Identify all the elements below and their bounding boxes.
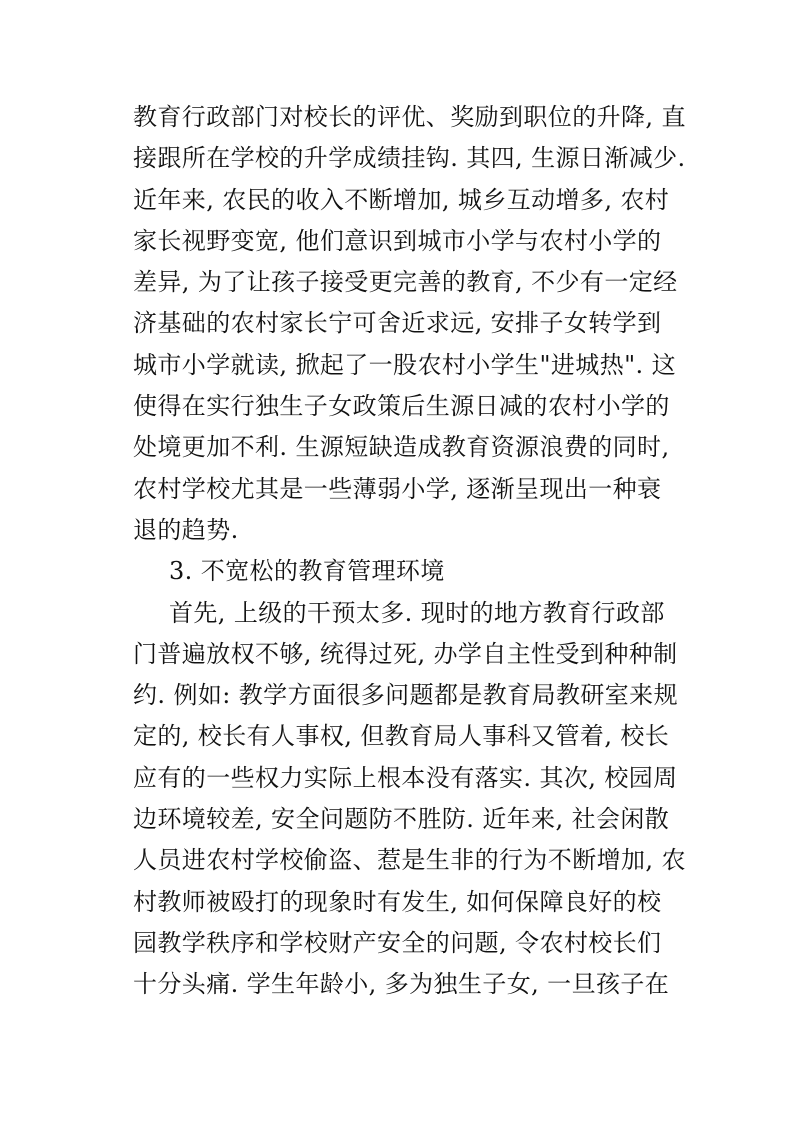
section-heading: 3. 不宽松的教育管理环境 — [169, 557, 445, 586]
text-line: 退的趋势. — [133, 515, 239, 544]
text-line: 门普遍放权不够, 统得过死, 办学自主性受到种种制 — [133, 639, 678, 668]
text-line: 边环境较差, 安全问题防不胜防. 近年来, 社会闲散 — [133, 805, 670, 834]
text-line: 定的, 校长有人事权, 但教育局人事科又管着, 校长 — [133, 722, 670, 751]
text-line: 园教学秩序和学校财产安全的问题, 令农村校长们 — [133, 928, 662, 957]
text-line: 教育行政部门对校长的评优、奖励到职位的升降, 直 — [133, 103, 686, 131]
text-line: 差异, 为了让孩子接受更完善的教育, 不少有一定经 — [133, 268, 678, 297]
text-line: 城市小学就读, 掀起了一股农村小学生"进城热". 这 — [133, 350, 676, 379]
text-line: 使得在实行独生子女政策后生源日减的农村小学的 — [133, 392, 670, 421]
text-line: 家长视野变宽, 他们意识到城市小学与农村小学的 — [133, 226, 662, 255]
text-line: 接跟所在学校的升学成绩挂钩. 其四, 生源日渐减少. — [133, 144, 686, 173]
text-line: 应有的一些权力实际上根本没有落实. 其次, 校园周 — [133, 763, 678, 792]
text-line: 济基础的农村家长宁可舍近求远, 安排子女转学到 — [133, 309, 662, 338]
text-line: 十分头痛. 学生年龄小, 多为独生子女, 一旦孩子在 — [133, 970, 670, 999]
text-line: 村教师被殴打的现象时有发生, 如何保障良好的校 — [133, 887, 662, 916]
text-line: 近年来, 农民的收入不断增加, 城乡互动增多, 农村 — [133, 185, 670, 214]
text-line: 处境更加不利. 生源短缺造成教育资源浪费的同时, — [133, 433, 670, 462]
text-line: 农村学校尤其是一些薄弱小学, 逐渐呈现出一种衰 — [133, 474, 662, 503]
text-line: 约. 例如: 教学方面很多问题都是教育局教研室来规 — [133, 681, 678, 710]
body-text — [133, 97, 686, 1006]
paragraph-first-line: 首先, 上级的干预太多. 现时的地方教育行政部 — [169, 598, 665, 627]
text-line: 人员进农村学校偷盗、惹是生非的行为不断增加, 农 — [133, 846, 686, 875]
